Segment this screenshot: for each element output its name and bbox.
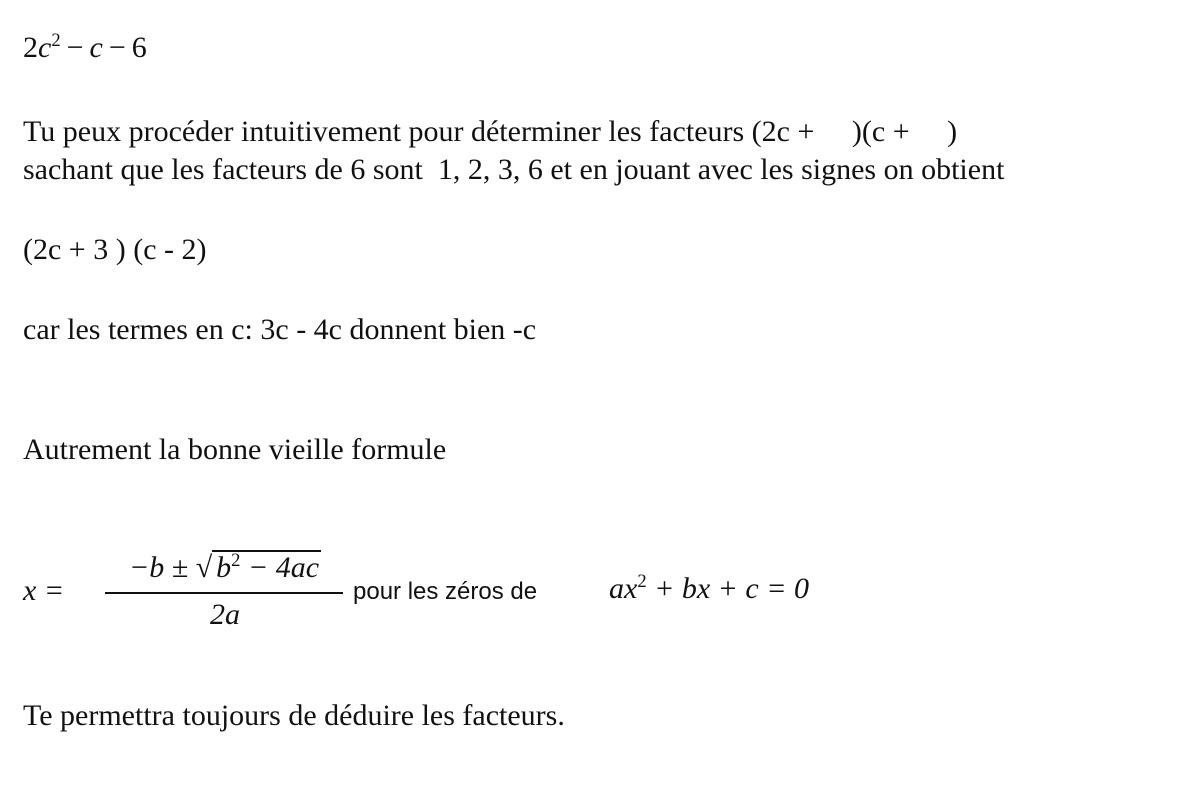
terms-note: car les termes en c: 3c - 4c donnent bien -c — [23, 313, 537, 346]
quadratic-formula-row — [23, 530, 1023, 640]
quadratic-expression — [23, 30, 147, 66]
zeros-label: pour les zéros de — [353, 578, 538, 605]
formula-denominator: 2a — [210, 598, 240, 631]
expr-constant: 6 — [131, 31, 147, 64]
eq-exponent: 2 — [637, 570, 647, 592]
numerator-start: −b ± — [128, 551, 189, 584]
square-root — [196, 550, 321, 585]
otherwise-text: Autrement la bonne vieille formule — [23, 433, 447, 466]
quadratic-equation — [609, 572, 809, 606]
paragraph-line-2: sachant que les facteurs de 6 sont 1, 2, 3, 6 et en jouant avec les signes on obtient — [23, 153, 1005, 186]
formula-fraction — [105, 536, 345, 636]
paragraph-line-1: Tu peux procéder intuitivement pour déterminer les facteurs (2c + )(c + ) — [23, 115, 958, 148]
expr-exponent: 2 — [51, 29, 61, 51]
formula-numerator — [105, 550, 345, 585]
radical-sign-icon: √ — [195, 551, 213, 584]
eq-a: a — [609, 572, 624, 605]
fraction-bar — [105, 592, 343, 594]
expr-minus-1: − — [66, 31, 84, 64]
conclusion-text: Te permettra toujours de déduire les facteurs. — [23, 699, 565, 732]
eq-x: x — [624, 572, 638, 605]
expr-coefficient: 2 — [23, 31, 38, 64]
radicand-rest: − 4ac — [240, 551, 320, 584]
expr-variable-2: c — [89, 31, 103, 64]
expr-variable: c — [38, 31, 52, 64]
factored-form: (2c + 3 ) (c - 2) — [23, 233, 207, 266]
expr-minus-2: − — [108, 31, 126, 64]
radicand-exponent: 2 — [231, 549, 241, 571]
radicand-b: b — [216, 551, 232, 584]
eq-rest: + bx + c = 0 — [646, 572, 809, 605]
formula-lhs: x = — [23, 574, 65, 607]
radicand — [212, 550, 321, 584]
